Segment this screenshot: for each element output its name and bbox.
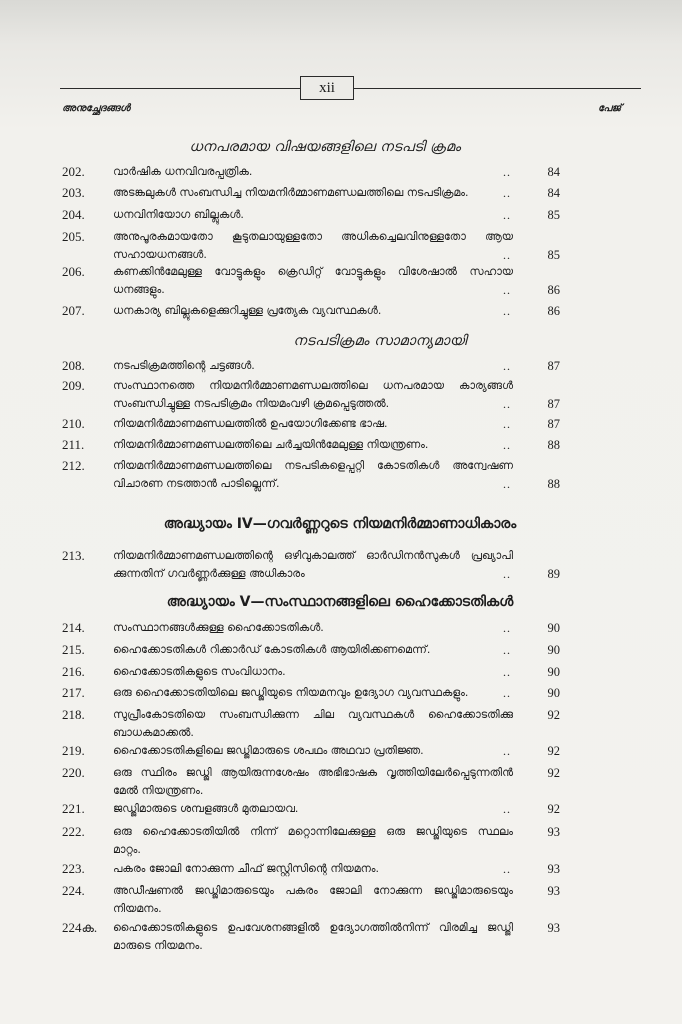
article-number: 209. (62, 378, 85, 393)
article-number: 216. (62, 664, 85, 679)
chapter-heading: അദ്ധ്യായം V—സംസ്ഥാനങ്ങളിലെ ഹൈക്കോടതികൾ (166, 594, 514, 610)
toc-entry (0, 228, 682, 262)
toc-entry (0, 860, 682, 878)
article-title: നിയമനിർമ്മാണമണ്ഡലത്തിലെ ചർച്ചയിൻമേലുള്ള നിയന്ത്രണം. (113, 438, 429, 451)
toc-entry (0, 663, 682, 681)
article-title: ധനവിനിയോഗ ബില്ലുകൾ. (113, 208, 244, 221)
article-number: 224. (62, 883, 85, 898)
dot-leader: .. (503, 359, 511, 373)
dot-leader: .. (503, 417, 511, 431)
article-title: നിയമനിർമ്മാണമണ്ഡലത്തിന്റെ ഒഴിവുകാലത്ത് ഓർഡിനൻസുകൾ പ്രഖ്യാപി (113, 549, 513, 562)
article-title: ഹൈക്കോടതികളിലെ ജഡ്ജിമാരുടെ ശപഥം അഥവാ പ്രതിജ്ഞ. (113, 744, 424, 757)
article-number: 204. (62, 207, 85, 222)
page-column-label: പേജ് (598, 103, 622, 114)
chapter-heading: അദ്ധ്യായം IV—ഗവർണ്ണറുടെ നിയമനിർമ്മാണാധികാരം (163, 516, 517, 532)
page-number: 84 (547, 186, 560, 200)
article-title: ഒരു ഹൈക്കോടതിയിലെ ജഡ്ജിയുടെ നിയമനവും ഉദ്യോഗ വ്യവസ്ഥകളും. (113, 686, 469, 699)
article-title: കണക്കിൻമേലുള്ള വോട്ടുകളും ക്രെഡിറ്റ് വോട്ടുകളും വിശേഷാൽ സഹായ (113, 265, 513, 278)
article-number: 224ക. (62, 920, 98, 935)
page-number: 85 (547, 248, 560, 262)
article-title-continued: മേൽ നിയന്ത്രണം. (113, 784, 204, 797)
article-title-continued: ധനങ്ങളും. (113, 283, 165, 296)
dot-leader: .. (503, 477, 511, 491)
article-number: 202. (62, 164, 85, 179)
page-number: 86 (547, 283, 560, 297)
page-number: 92 (547, 708, 560, 722)
article-number: 211. (62, 437, 85, 452)
article-title-continued: മാറ്റം. (113, 843, 141, 856)
page-number: 93 (547, 862, 560, 876)
toc-entry (0, 800, 682, 818)
page-folio: xii (300, 76, 354, 100)
article-title: ഹൈക്കോടതികളുടെ സംവിധാനം. (113, 665, 286, 678)
section-heading: നടപടിക്രമം സാമാന്യമായി (293, 333, 467, 349)
article-title: ധനകാര്യ ബില്ലുകളെക്കുറിച്ചുള്ള പ്രത്യേക വ്യവസ്ഥകൾ. (113, 304, 382, 317)
toc-entry (0, 742, 682, 760)
page-number: 93 (547, 884, 560, 898)
toc-entry (0, 436, 682, 454)
article-number: 214. (62, 620, 85, 635)
article-title: നിയമനിർമ്മാണമണ്ഡലത്തിലെ നടപടികളെപ്പറ്റി കോടതികൾ അന്വേഷണ (113, 459, 513, 472)
article-title-continued: സംബന്ധിച്ചുള്ള നടപടിക്രമം നിയമംവഴി ക്രമപ്പെടുത്തൽ. (113, 397, 390, 410)
dot-leader: .. (503, 643, 511, 657)
article-number: 205. (62, 229, 85, 244)
toc-entry (0, 163, 682, 181)
page-number: 90 (547, 665, 560, 679)
section-heading: ധനപരമായ വിഷയങ്ങളിലെ നടപടി ക്രമം (189, 139, 461, 155)
article-number: 222. (62, 824, 85, 839)
toc-entry (0, 619, 682, 637)
dot-leader: .. (503, 686, 511, 700)
page-number: 88 (547, 438, 560, 452)
toc-entry (0, 823, 682, 856)
article-number: 206. (62, 264, 85, 279)
dot-leader: .. (503, 165, 511, 179)
toc-entry (0, 684, 682, 702)
dot-leader: .. (503, 283, 511, 297)
toc-entry (0, 641, 682, 659)
page-number: 87 (547, 417, 560, 431)
articles-column-label: അനുച്ഛേദങ്ങൾ (62, 103, 131, 114)
toc-entry (0, 357, 682, 375)
dot-leader: .. (503, 744, 511, 758)
article-title-continued: നിയമനം. (113, 902, 162, 915)
dot-leader: .. (503, 438, 511, 452)
article-title: സംസ്ഥാനത്തെ നിയമനിർമ്മാണമണ്ഡലത്തിലെ ധനപരമായ കാര്യങ്ങൾ (113, 379, 513, 392)
toc-entry (0, 302, 682, 320)
article-number: 220. (62, 765, 85, 780)
dot-leader: .. (503, 802, 511, 816)
article-title-continued: ക്കുന്നതിന് ഗവർണ്ണർക്കുള്ള അധികാരം (113, 567, 305, 580)
article-title-continued: വിചാരണ നടത്താൻ പാടില്ലെന്ന്. (113, 477, 280, 490)
article-title: സംസ്ഥാനങ്ങൾക്കുള്ള ഹൈക്കോടതികൾ. (113, 621, 324, 634)
article-title: അടങ്കലുകൾ സംബന്ധിച്ച നിയമനിർമ്മാണമണ്ഡലത്തിലെ നടപടിക്രമം. (113, 186, 469, 199)
toc-entry (0, 882, 682, 915)
page-number: 89 (547, 567, 560, 581)
article-number: 215. (62, 642, 85, 657)
dot-leader: .. (503, 397, 511, 411)
article-number: 203. (62, 185, 85, 200)
page-number: 87 (547, 397, 560, 411)
page-number: 87 (547, 359, 560, 373)
toc-entry (0, 706, 682, 739)
article-number: 212. (62, 458, 85, 473)
page-number: 92 (547, 802, 560, 816)
toc-entry (0, 377, 682, 411)
article-title: വാർഷിക ധനവിവരപ്പത്രിക. (113, 165, 253, 178)
article-number: 219. (62, 743, 85, 758)
article-title: പകരം ജോലി നോക്കുന്ന ചീഫ് ജസ്റ്റിസിന്റെ നിയമനം. (113, 862, 379, 875)
article-title-continued: ബാധകമാക്കൽ. (113, 726, 194, 739)
page-number: 93 (547, 825, 560, 839)
article-number: 217. (62, 685, 85, 700)
article-number: 210. (62, 416, 85, 431)
article-title: ജഡ്ജിമാരുടെ ശമ്പളങ്ങൾ മുതലായവ. (113, 802, 299, 815)
article-number: 218. (62, 707, 85, 722)
article-title: ഒരു ഹൈക്കോടതിയിൽ നിന്ന് മറ്റൊന്നിലേക്കുള്ള ഒരു ജഡ്ജിയുടെ സ്ഥലം (113, 825, 513, 838)
article-number: 221. (62, 801, 85, 816)
article-number: 223. (62, 861, 85, 876)
dot-leader: .. (503, 208, 511, 222)
article-number: 207. (62, 303, 85, 318)
toc-entry (0, 547, 682, 581)
toc-entry (0, 764, 682, 797)
toc-entry (0, 263, 682, 297)
article-title-continued: സഹായധനങ്ങൾ. (113, 248, 207, 261)
article-title-continued: മാരുടെ നിയമനം. (113, 939, 203, 952)
toc-entry (0, 919, 682, 952)
page-number: 86 (547, 304, 560, 318)
toc-entry (0, 457, 682, 491)
article-title: ഒരു സ്ഥിരം ജഡ്ജി ആയിരുന്നശേഷം അഭിഭാഷക വൃത്തിയിലേർപ്പെടുന്നതിൻ (113, 766, 513, 779)
article-title: അഡീഷണൽ ജഡ്ജിമാരുടെയും പകരം ജോലി നോക്കുന്ന ജഡ്ജിമാരുടെയും (113, 884, 513, 897)
dot-leader: .. (503, 567, 511, 581)
dot-leader: .. (503, 862, 511, 876)
article-title: ഹൈക്കോടതികൾ റിക്കാർഡ് കോടതികൾ ആയിരിക്കണമെന്ന്. (113, 643, 431, 656)
page-number: 92 (547, 744, 560, 758)
dot-leader: .. (503, 304, 511, 318)
page-number: 90 (547, 686, 560, 700)
article-title: നിയമനിർമ്മാണമണ്ഡലത്തിൽ ഉപയോഗിക്കേണ്ട ഭാഷ. (113, 417, 388, 430)
article-number: 208. (62, 358, 85, 373)
dot-leader: .. (503, 248, 511, 262)
page-number: 84 (547, 165, 560, 179)
article-title: അനുപൂരകമായതോ കൂടുതലായുള്ളതോ അധികച്ചെലവിനുള്ളതോ ആയ (113, 230, 513, 243)
toc-entry (0, 206, 682, 224)
dot-leader: .. (503, 665, 511, 679)
article-title: ഹൈക്കോടതികളുടെ ഉപവേശനങ്ങളിൽ ഉദ്യോഗത്തിൽനിന്ന് വിരമിച്ച ജഡ്ജി (113, 921, 513, 934)
article-title: നടപടിക്രമത്തിന്റെ ചട്ടങ്ങൾ. (113, 359, 255, 372)
page-number: 92 (547, 766, 560, 780)
toc-entry (0, 184, 682, 202)
page-number: 88 (547, 477, 560, 491)
dot-leader: .. (503, 186, 511, 200)
article-number: 213. (62, 548, 85, 563)
toc-entry (0, 415, 682, 433)
page-number: 85 (547, 208, 560, 222)
article-title: സുപ്രീംകോടതിയെ സംബന്ധിക്കുന്ന ചില വ്യവസ്ഥകൾ ഹൈക്കോടതിക്കു (113, 708, 513, 721)
page-number: 93 (547, 921, 560, 935)
dot-leader: .. (503, 621, 511, 635)
page-number: 90 (547, 621, 560, 635)
page-number: 90 (547, 643, 560, 657)
